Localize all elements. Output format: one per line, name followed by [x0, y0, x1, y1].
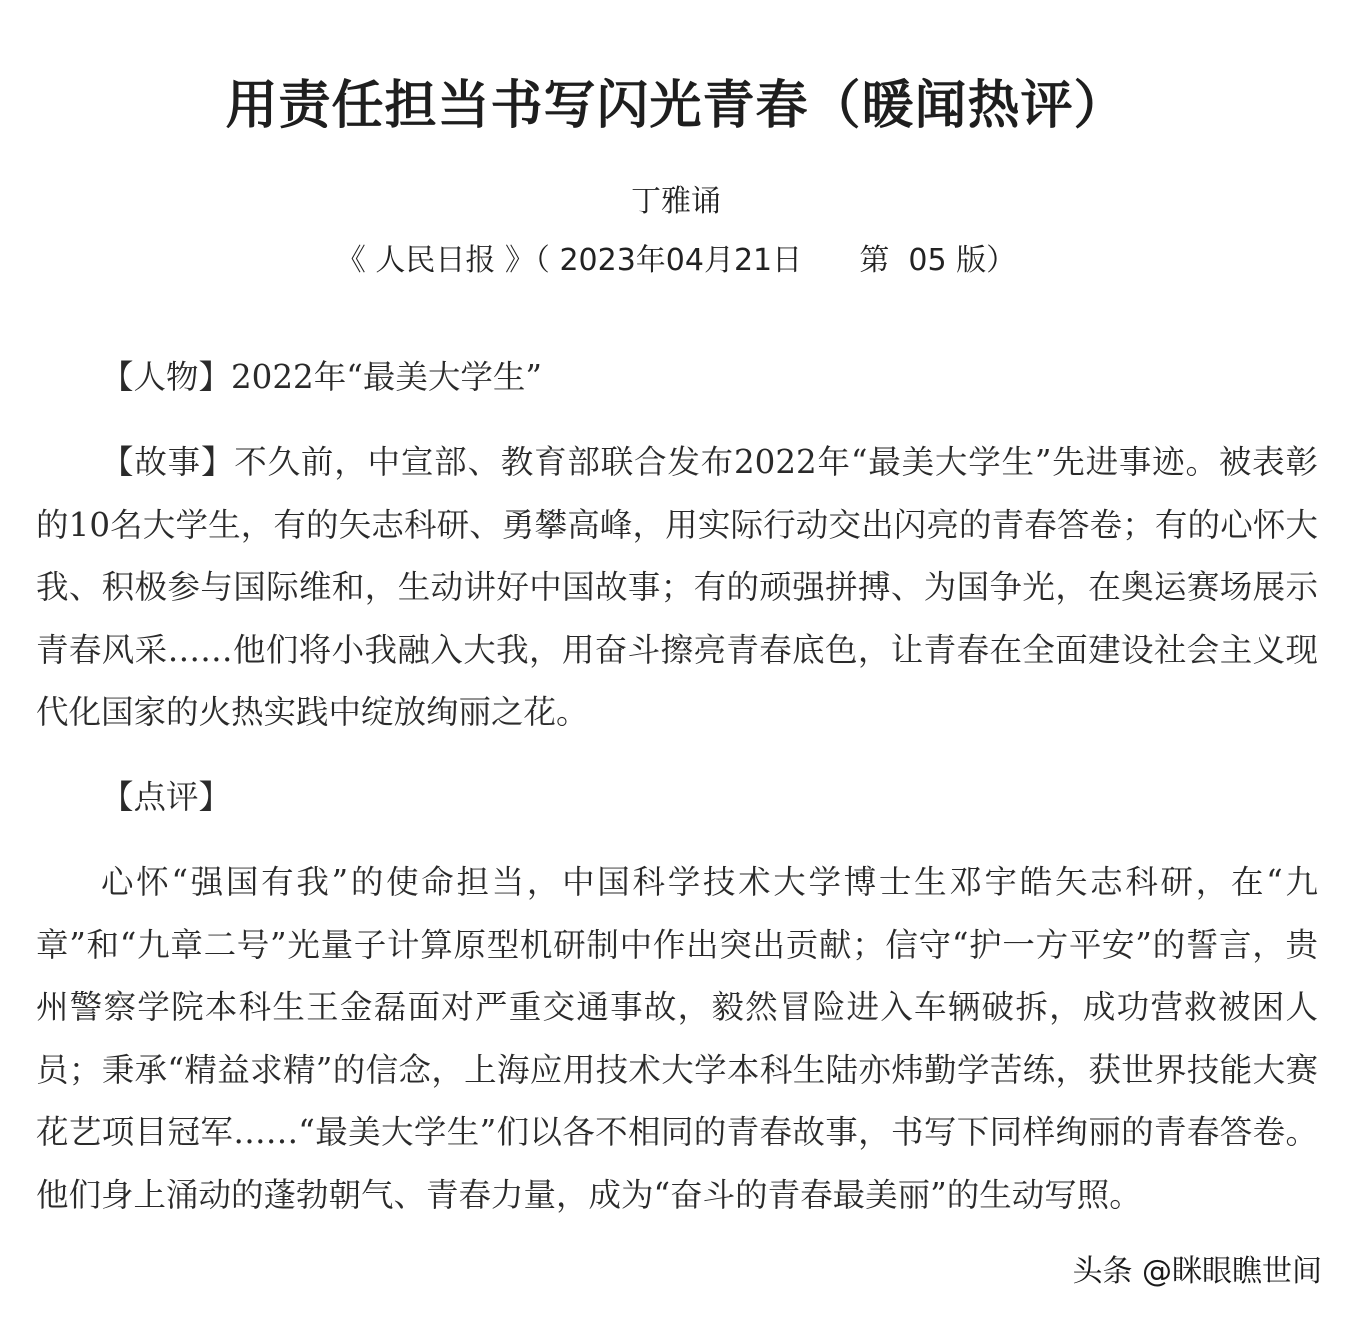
review-paragraph: 心怀“强国有我”的使命担当，中国科学技术大学博士生邓宇皓矢志科研，在“九章”和“九章二号”光量子计算原型机研制中作出突出贡献；信守“护一方平安”的誓言，贵州警察学院本科生王金磊面对严重交通事故，毅然冒险进入车辆破拆，成功营救被困人员；秉承“精益求精”的信念，上海应用技术大学本科生陆亦炜勤学苦练，获世界技能大赛花艺项目冠军……“最美大学生”们以各不相同的青春故事，书写下同样绚丽的青春答卷。他们身上涌动的蓬勃朝气、青春力量，成为“奋斗的青春最美丽”的生动写照。 [36, 863, 1318, 1214]
watermark: 头条 @眯眼瞧世间 [1072, 1254, 1322, 1289]
article-author: 丁雅诵 [631, 184, 721, 219]
story-paragraph: 【故事】不久前，中宣部、教育部联合发布2022年“最美大学生”先进事迹。被表彰的10名大学生，有的矢志科研、勇攀高峰，用实际行动交出闪亮的青春答卷；有的心怀大我、积极参与国际维和，生动讲好中国故事；有的顽强拼搏、为国争光，在奥运赛场展示青春风采……他们将小我融入大我，用奋斗擦亮青春底色，让青春在全面建设社会主义现代化国家的火热实践中绽放绚丽之花。 [36, 443, 1318, 731]
article-title: 用责任担当书写闪光青春（暖闻热评） [225, 76, 1127, 136]
article-source: 《 人民日报 》（ 2023年04月21日 第 05 版） [335, 243, 1017, 278]
person-paragraph: 【人物】2022年“最美大学生” [101, 358, 542, 396]
review-label: 【点评】 [101, 778, 232, 816]
